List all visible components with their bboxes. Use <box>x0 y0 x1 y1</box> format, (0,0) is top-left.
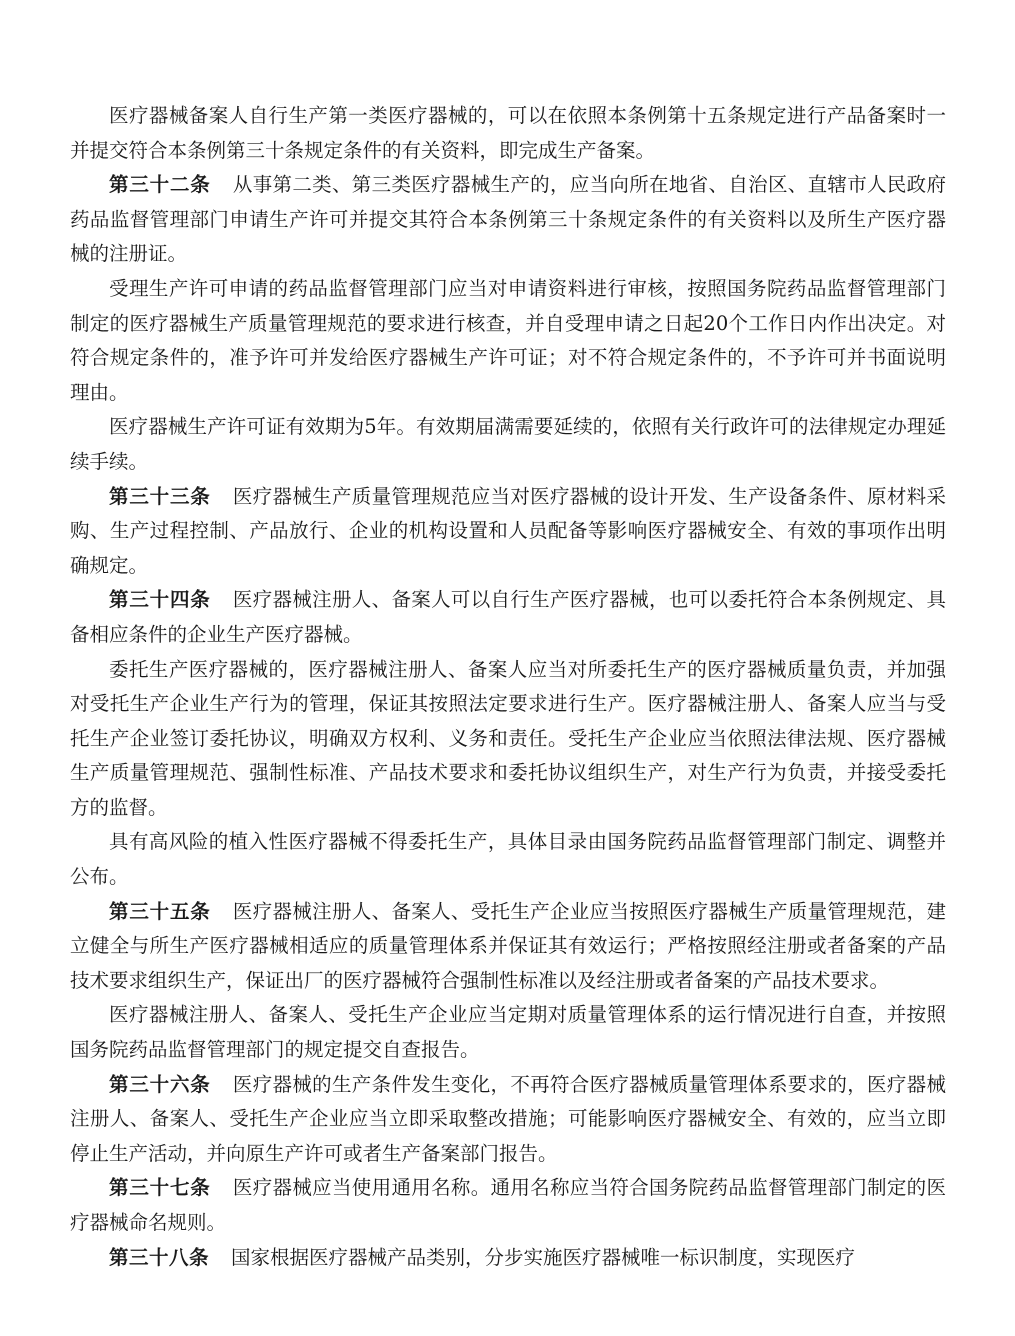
paragraph-text: 委托生产医疗器械的，医疗器械注册人、备案人应当对所委托生产的医疗器械质量负责，并加强对受托生产企业生产行为的管理，保证其按照法定要求进行生产。医疗器械注册人、备案人应当与受托生产企业签订委托协议，明确双方权利、义务和责任。受托生产企业应当依照法律法规、医疗器械生产质量管理规范、强制性标准、产品技术要求和委托协议组织生产，对生产行为负责，并接受委托方的监督。 <box>70 657 946 819</box>
article-label: 第三十七条 <box>109 1176 211 1200</box>
article-label: 第三十三条 <box>109 484 211 508</box>
article-text: 国家根据医疗器械产品类别，分步实施医疗器械唯一标识制度，实现医疗 <box>231 1245 856 1269</box>
article-text: 医疗器械生产质量管理规范应当对医疗器械的设计开发、生产设备条件、原材料采购、生产过程控制、产品放行、企业的机构设置和人员配备等影响医疗器械安全、有效的事项作出明确规定。 <box>70 484 946 577</box>
article-label: 第三十六条 <box>109 1072 211 1096</box>
paragraph-license-validity <box>70 410 946 479</box>
paragraph-self-inspection <box>70 998 946 1067</box>
paragraph-text: 医疗器械生产许可证有效期为5年。有效期届满需要延续的，依照有关行政许可的法律规定办理延续手续。 <box>70 415 946 473</box>
paragraph-registrant-first-class-production <box>70 99 946 168</box>
article-text: 从事第二类、第三类医疗器械生产的，应当向所在地省、自治区、直辖市人民政府药品监督管理部门申请生产许可并提交其符合本条例第三十条规定条件的有关资料以及所生产医疗器械的注册证。 <box>70 173 946 266</box>
article-label: 第三十八条 <box>109 1245 210 1269</box>
article-label: 第三十二条 <box>109 173 211 197</box>
article-label: 第三十四条 <box>109 588 211 612</box>
paragraph-text: 受理生产许可申请的药品监督管理部门应当对申请资料进行审核，按照国务院药品监督管理部门制定的医疗器械生产质量管理规范的要求进行核查，并自受理申请之日起20个工作日内作出决定。对符合规定条件的，准予许可并发给医疗器械生产许可证；对不符合规定条件的，不予许可并书面说明理由。 <box>70 276 946 404</box>
article-text: 医疗器械的生产条件发生变化，不再符合医疗器械质量管理体系要求的，医疗器械注册人、备案人、受托生产企业应当立即采取整改措施；可能影响医疗器械安全、有效的，应当立即停止生产活动，并向原生产许可或者生产备案部门报告。 <box>70 1072 946 1165</box>
paragraph-text: 医疗器械备案人自行生产第一类医疗器械的，可以在依照本条例第十五条规定进行产品备案时一并提交符合本条例第三十条规定条件的有关资料，即完成生产备案。 <box>70 104 946 162</box>
paragraph-text: 医疗器械注册人、备案人、受托生产企业应当定期对质量管理体系的运行情况进行自查，并按照国务院药品监督管理部门的规定提交自查报告。 <box>70 1003 946 1062</box>
article-38 <box>70 1241 946 1276</box>
paragraph-entrusted-production <box>70 653 946 826</box>
article-label: 第三十五条 <box>109 899 211 923</box>
article-text: 医疗器械注册人、备案人可以自行生产医疗器械，也可以委托符合本条例规定、具备相应条件的企业生产医疗器械。 <box>70 588 946 646</box>
article-34 <box>70 583 946 652</box>
article-33 <box>70 480 946 584</box>
article-35 <box>70 895 946 999</box>
article-32 <box>70 168 946 272</box>
article-text: 医疗器械注册人、备案人、受托生产企业应当按照医疗器械生产质量管理规范，建立健全与所生产医疗器械相适应的质量管理体系并保证其有效运行；严格按照经注册或者备案的产品技术要求组织生产，保证出厂的医疗器械符合强制性标准以及经注册或者备案的产品技术要求。 <box>70 899 946 992</box>
paragraph-high-risk-implants <box>70 825 946 894</box>
paragraph-license-review <box>70 272 946 410</box>
paragraph-text: 具有高风险的植入性医疗器械不得委托生产，具体目录由国务院药品监督管理部门制定、调整并公布。 <box>70 830 946 889</box>
document-body <box>70 99 946 1275</box>
article-text: 医疗器械应当使用通用名称。通用名称应当符合国务院药品监督管理部门制定的医疗器械命名规则。 <box>70 1176 946 1234</box>
article-36 <box>70 1068 946 1172</box>
article-37 <box>70 1171 946 1240</box>
